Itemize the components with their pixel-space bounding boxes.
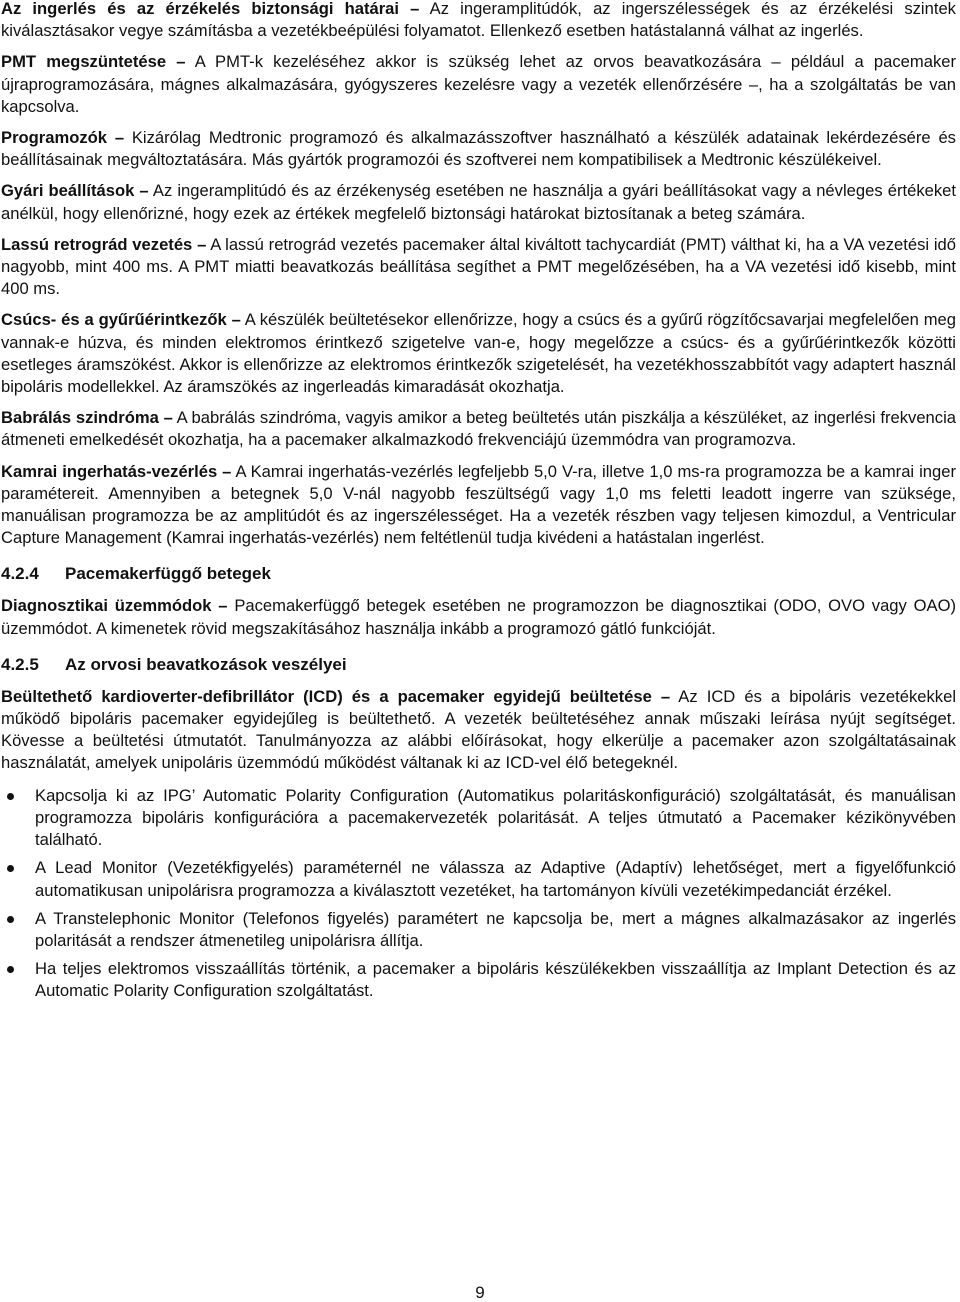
paragraph bbox=[1, 180, 956, 224]
bullet-icon bbox=[7, 793, 14, 800]
paragraph bbox=[1, 51, 956, 118]
paragraph-text: A készülék beültetésekor ellenőrizze, hogy a csúcs és a gyűrű rögzítőcsavarjai megfelelően meg vannak-e húzva, és minden elektromos érintkező szigetelve van-e, hogy megelőzze a csúcs- és a gyűrűérintkezők közötti esetleges áramszökést. Akkor is ellenőrizze az elektromos érintkezők szigetelését, ha vezetékhosszabbítót vagy adaptert használ bipoláris modellekkel. Az áramszökés az ingerleadás kimaradását okozhatja. bbox=[1, 310, 957, 397]
list-item-text: A Lead Monitor (Vezetékfigyelés) paraméternél ne válassza az Adaptive (Adaptív) lehetőséget, mert a figyelőfunkció automatikusan unipolárisra programozza a kiválasztott vezetéket, ha tartományon kívüli vezetékimpedanciát érzékel. bbox=[35, 858, 956, 900]
paragraph-term: Kamrai ingerhatás-vezérlés – bbox=[1, 461, 232, 481]
list-item bbox=[1, 785, 956, 852]
paragraph-group bbox=[1, 0, 956, 549]
paragraph-text: Az ingeramplitúdók, az ingerszélességek és az érzékelési szintek kiválasztásakor vegye számításba a vezetékbeépülési folyamatot. Ellenkező esetben hatástalanná válhat az ingerlés. bbox=[1, 0, 956, 41]
list-item bbox=[1, 857, 956, 901]
paragraph-term: Diagnosztikai üzemmódok – bbox=[1, 596, 228, 616]
list-item bbox=[1, 908, 956, 952]
paragraph bbox=[1, 407, 956, 451]
paragraph bbox=[1, 461, 956, 550]
paragraph-term: Lassú retrográd vezetés – bbox=[1, 234, 207, 254]
paragraph-term: Csúcs- és a gyűrűérintkezők – bbox=[1, 310, 241, 330]
paragraph-term: Beültethető kardioverter-defibrillátor (ICD) és a pacemaker egyidejű beültetése – bbox=[1, 686, 671, 706]
paragraph-text: A PMT-k kezeléséhez akkor is szükség lehet az orvos beavatkozására – például a pacemaker újraprogramozására, mágnes alkalmazására, gyógyszeres kezelésre vagy a vezeték ellenőrzésére –, ha a szolgáltatás be van kapcsolva. bbox=[1, 52, 956, 116]
section-number: 4.2.4 bbox=[1, 564, 39, 584]
list-item-text: Ha teljes elektromos visszaállítás történik, a pacemaker a bipoláris készülékekben visszaállítja az Implant Detection és az Automatic Polarity Configuration szolgáltatást. bbox=[35, 959, 956, 1001]
paragraph-term: Gyári beállítások – bbox=[1, 181, 149, 201]
paragraph-text: Az ingeramplitúdó és az érzékenység esetében ne használja a gyári beállításokat vagy a névleges értékeket anélkül, hogy ellenőrizné, hogy ezek az értékek megfelelő biztonsági határokat biztosítanak a beteg számára. bbox=[1, 181, 956, 223]
paragraph bbox=[1, 234, 956, 301]
paragraph-icd-implant bbox=[1, 686, 956, 775]
paragraph-text: A lassú retrográd vezetés pacemaker által kiváltott tachycardiát (PMT) válthat ki, ha a VA vezetési idő nagyobb, mint 400 ms. A PMT miatti beavatkozás beállítása segíthet a PMT megelőzésében, ha a VA vezetési idő kisebb, mint 400 ms. bbox=[1, 234, 957, 299]
paragraph-text: Kizárólag Medtronic programozó és alkalmazásszoftver használható a készülék adatainak lekérdezésére és beállításainak megváltoztatására. Más gyártók programozói és szoftverei nem kompatibilisek a Medtronic készülékeivel. bbox=[1, 128, 956, 170]
paragraph bbox=[1, 309, 956, 398]
paragraph-text: A Kamrai ingerhatás-vezérlés legfeljebb 5,0 V-ra, illetve 1,0 ms-ra programozza be a kamrai inger paramétereit. Amennyiben a betegnek 5,0 V-nál nagyobb feszültségű vagy 1,0 ms feletti leadott ingerre van szüksége, manuálisan programozza be az amplitúdót és az ingerszélességet. Ha a vezeték részben vagy teljesen kimozdul, a Ventricular Capture Management (Kamrai ingerhatás-vezérlés) nem feltétlenül tudja kivédeni a hatástalan ingerlést. bbox=[1, 461, 956, 548]
bullet-icon bbox=[7, 865, 14, 872]
section-heading-4-2-4 bbox=[1, 563, 956, 585]
section-title: Pacemakerfüggő betegek bbox=[65, 564, 271, 584]
paragraph-diagnostic-modes bbox=[1, 595, 956, 639]
paragraph-term: PMT megszüntetése – bbox=[1, 52, 186, 72]
section-heading-4-2-5 bbox=[1, 654, 956, 676]
paragraph bbox=[1, 127, 956, 171]
list-item bbox=[1, 958, 956, 1002]
bullet-icon bbox=[7, 916, 14, 923]
section-title: Az orvosi beavatkozások veszélyei bbox=[65, 654, 347, 674]
paragraph bbox=[1, 0, 956, 42]
list-item-text: A Transtelephonic Monitor (Telefonos figyelés) paramétert ne kapcsolja be, mert a mágnes alkalmazásakor az ingerlés polaritását a rendszer átmenetileg unipolárisra állítja. bbox=[35, 908, 956, 950]
page-number: 9 bbox=[475, 1283, 485, 1302]
list-item-text: Kapcsolja ki az IPG’ Automatic Polarity Configuration (Automatikus polaritáskonfiguráció) szolgáltatását, és manuálisan programozza bipoláris konfigurációra a pacemakervezeték polaritását. A teljes útmutató a Pacemaker kézikönyvében található. bbox=[35, 785, 956, 850]
paragraph-text: Az ICD és a bipoláris vezetékekkel működő bipoláris pacemaker egyidejűleg is beültethető. A vezeték beültetéséhez annak műszaki leírása nyújt segítséget. Kövesse a beültetési útmutatót. Tanulmányozza az alábbi előírásokat, hogy elkerülje a pacemaker azon szolgáltatásainak használatát, amelyek unipoláris üzemmódú működést váltanak ki az ICD-vel élő betegeknél. bbox=[1, 686, 957, 773]
bullet-list bbox=[1, 785, 956, 1003]
paragraph-term: Az ingerlés és az érzékelés biztonsági határai – bbox=[1, 0, 420, 18]
paragraph-term: Babrálás szindróma – bbox=[1, 408, 173, 428]
section-number: 4.2.5 bbox=[1, 654, 39, 674]
paragraph-text: A babrálás szindróma, vagyis amikor a beteg beültetés után piszkálja a készüléket, az ingerlési frekvencia átmeneti emelkedését okozhatja, ha a pacemaker alkalmazkodó frekvenciájú üzemmódra van programozva. bbox=[1, 408, 956, 450]
paragraph-term: Programozók – bbox=[1, 128, 125, 148]
bullet-icon bbox=[7, 966, 14, 973]
paragraph-text: Pacemakerfüggő betegek esetében ne programozzon be diagnosztikai (ODO, OVO vagy OAO) üzemmódot. A kimenetek rövid megszakításához használja inkább a programozó gátló funkcióját. bbox=[1, 596, 957, 638]
